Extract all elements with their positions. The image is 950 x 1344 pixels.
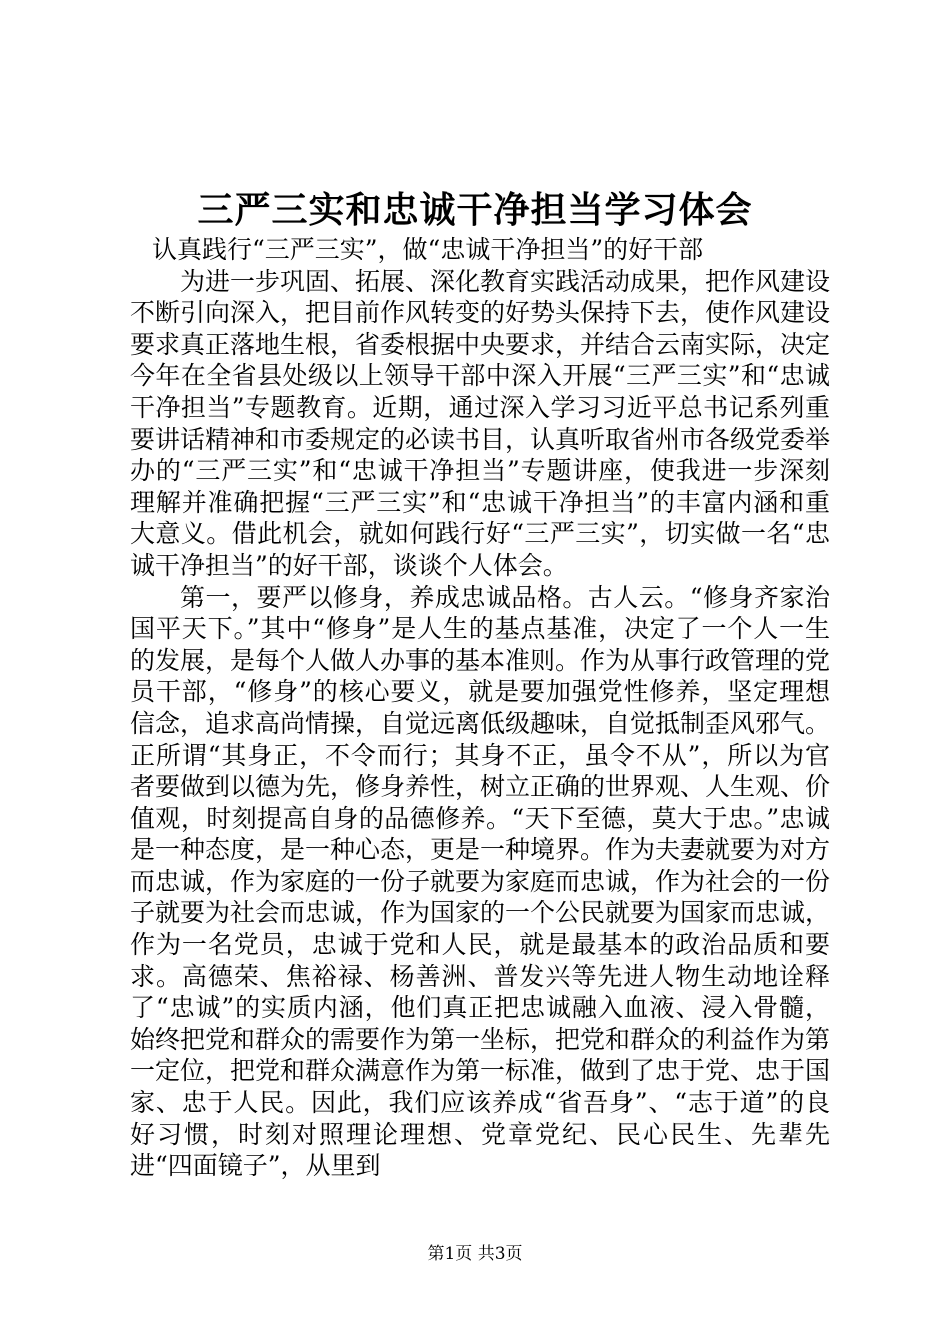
document-title: 三严三实和忠诚干净担当学习体会 [197,189,753,231]
document-subtitle: 认真践行“三严三实”，做“忠诚干净担当”的好干部 [152,235,704,264]
paragraph-first-point: 第一，要严以修身，养成忠诚品格。古人云。“修身齐家治国平天下。”其中“修身”是人生的基点基准，决定了一个人一生的发展，是每个人做人办事的基本准则。作为从事行政管理的党员干部，“修身”的核心要义，就是要加强党性修养，坚定理想信念，追求高尚情操，自觉远离低级趣味，自觉抵制歪风邪气。正所谓“其身正，不令而行；其身不正，虽令不从”，所以为官者要做到以德为先，修身养性，树立正确的世界观、人生观、价值观，时刻提高自身的品德修养。“天下至德，莫大于忠。”忠诚是一种态度，是一种心态，更是一种境界。作为夫妻就要为对方而忠诚，作为家庭的一份子就要为家庭而忠诚，作为社会的一份子就要为社会而忠诚，作为国家的一个公民就要为国家而忠诚，作为一名党员，忠诚于党和人民，就是最基本的政治品质和要求。高德荣、焦裕禄、杨善洲、普发兴等先进人物生动地诠释了“忠诚”的实质内涵，他们真正把忠诚融入血液、浸入骨髓，始终把党和群众的需要作为第一坐标，把党和群众的利益作为第一定位，把党和群众满意作为第一标准，做到了忠于党、忠于国家、忠于人民。因此，我们应该养成“省吾身”、“志于道”的良好习惯，时刻对照理论理想、党章党纪、民心民生、先辈先进“四面镜子”，从里到 [130,582,831,1181]
paragraph-intro: 为进一步巩固、拓展、深化教育实践活动成果，把作风建设不断引向深入，把目前作风转变的好势头保持下去，使作风建设要求真正落地生根，省委根据中央要求，并结合云南实际，决定今年在全省县处级以上领导干部中深入开展“三严三实”和“忠诚干净担当”专题教育。近期，通过深入学习习近平总书记系列重要讲话精神和市委规定的必读书目，认真听取省州市各级党委举办的“三严三实”和“忠诚干净担当”专题讲座，使我进一步深刻理解并准确把握“三严三实”和“忠诚干净担当”的丰富内涵和重大意义。借此机会，就如何践行好“三严三实”，切实做一名“忠诚干净担当”的好干部，谈谈个人体会。 [130,266,831,580]
page-footer: 第1页 共3页 [427,1244,523,1264]
document-body [130,234,830,1182]
